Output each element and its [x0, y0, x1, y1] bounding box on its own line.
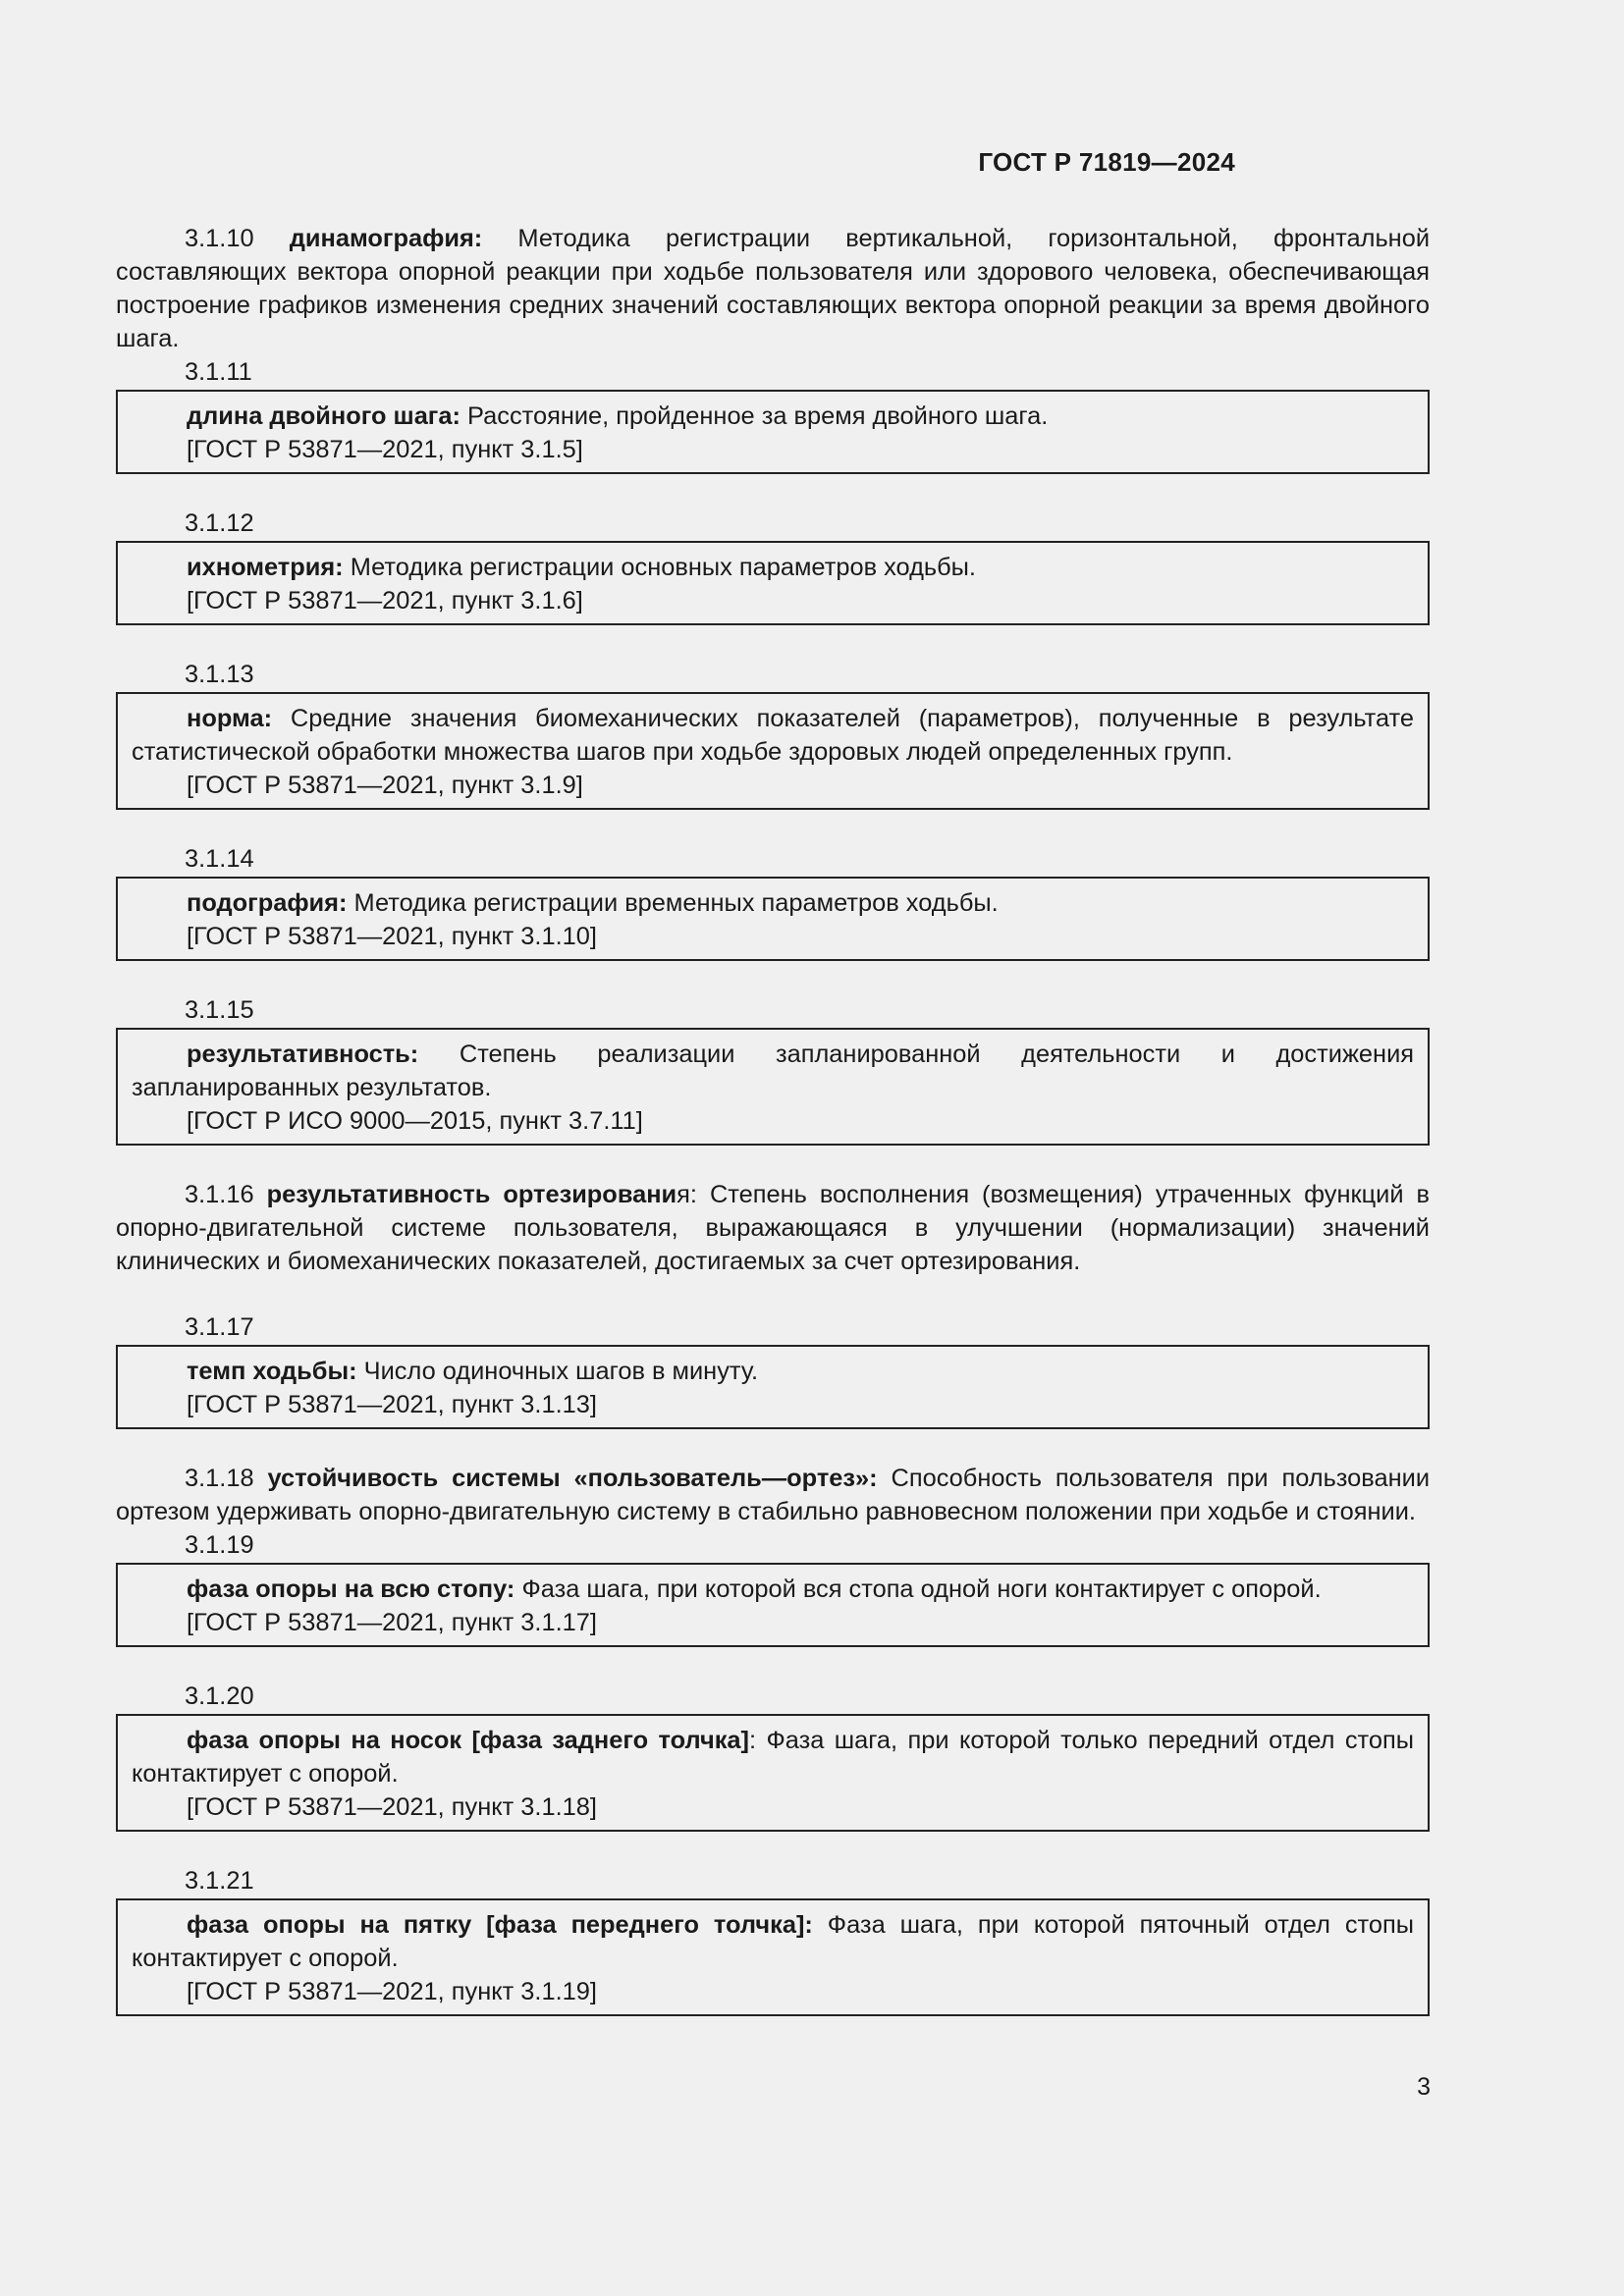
- definition-box-3-1-19: [116, 1563, 1430, 1647]
- definition-source: [ГОСТ Р 53871—2021, пункт 3.1.9]: [187, 772, 583, 799]
- term-name: фаза опоры на всю стопу:: [187, 1575, 515, 1603]
- term-name: норма:: [187, 705, 273, 732]
- term-number-3-1-11: 3.1.11: [185, 358, 252, 386]
- definition-box-3-1-12: [116, 541, 1430, 625]
- term-number-3-1-21: 3.1.21: [185, 1867, 254, 1895]
- definition-text: [132, 400, 1414, 433]
- definition-box-3-1-15: [116, 1028, 1430, 1146]
- term-entry-3-1-18: [116, 1462, 1430, 1528]
- term-name: фаза опоры на пятку [фаза переднего толчка]:: [187, 1911, 813, 1939]
- term-name: результативность:: [187, 1041, 419, 1068]
- definition-source: [ГОСТ Р 53871—2021, пункт 3.1.18]: [187, 1793, 597, 1821]
- term-entry-3-1-16: [116, 1178, 1430, 1278]
- definition-source: [ГОСТ Р 53871—2021, пункт 3.1.17]: [187, 1609, 597, 1636]
- definition-source: [ГОСТ Р 53871—2021, пункт 3.1.6]: [187, 587, 583, 614]
- definition-box-3-1-11: [116, 390, 1430, 474]
- definition-text: [132, 1724, 1414, 1790]
- term-number-3-1-15: 3.1.15: [185, 996, 254, 1024]
- term-number-3-1-20: 3.1.20: [185, 1682, 254, 1710]
- term-number-3-1-17: 3.1.17: [185, 1313, 254, 1341]
- definition-source: [ГОСТ Р 53871—2021, пункт 3.1.19]: [187, 1978, 597, 2005]
- term-definition: Методика регистрации основных параметров ходьбы.: [350, 554, 976, 581]
- definition-box-3-1-17: [116, 1345, 1430, 1429]
- term-name: подография:: [187, 889, 348, 917]
- definition-source: [ГОСТ Р 53871—2021, пункт 3.1.10]: [187, 923, 597, 950]
- definition-box-3-1-13: [116, 692, 1430, 810]
- term-name: фаза опоры на носок [фаза заднего толчка]: [187, 1727, 749, 1754]
- definition-text: [132, 1038, 1414, 1104]
- term-name: темп ходьбы:: [187, 1358, 357, 1385]
- definition-source: [ГОСТ Р ИСО 9000—2015, пункт 3.7.11]: [187, 1107, 643, 1135]
- term-definition: Фаза шага, при которой пяточный отдел стопы контактирует с опорой.: [132, 1911, 1414, 1972]
- definition-text: [132, 551, 1414, 584]
- term-definition: : Фаза шага, при которой только передний отдел стопы контактирует с опорой.: [132, 1727, 1414, 1788]
- term-number-3-1-19: 3.1.19: [185, 1531, 254, 1559]
- term-entry-3-1-10: [116, 222, 1430, 355]
- definition-text: [132, 886, 1414, 920]
- document-header-id: ГОСТ Р 71819—2024: [978, 147, 1235, 177]
- term-number-3-1-13: 3.1.13: [185, 661, 254, 688]
- term-definition: Фаза шага, при которой вся стопа одной ноги контактирует с опорой.: [521, 1575, 1322, 1603]
- definition-text: [132, 702, 1414, 769]
- definition-box-3-1-14: [116, 877, 1430, 961]
- term-number: 3.1.18: [185, 1465, 254, 1492]
- terms-section: [116, 222, 1430, 2016]
- term-name: длина двойного шага:: [187, 402, 460, 430]
- term-name: устойчивость системы «пользователь—ортез»:: [267, 1465, 878, 1492]
- definition-source: [ГОСТ Р 53871—2021, пункт 3.1.5]: [187, 436, 583, 463]
- page-number: 3: [1417, 2073, 1431, 2101]
- term-number-3-1-12: 3.1.12: [185, 509, 254, 537]
- definition-text: [132, 1908, 1414, 1975]
- term-definition: Способность пользователя при пользовании ортезом удерживать опорно-двигательную систему в стабильно равновесном положении при ходьбе и стоянии.: [116, 1465, 1430, 1525]
- definition-text: [132, 1573, 1414, 1606]
- term-definition: Методика регистрации временных параметров ходьбы.: [353, 889, 999, 917]
- term-definition: Степень реализации запланированной деятельности и достижения запланированных результатов.: [132, 1041, 1414, 1101]
- term-name: динамография:: [289, 225, 483, 252]
- term-name-tail: я:: [677, 1181, 697, 1208]
- definition-text: [132, 1355, 1414, 1388]
- term-number: 3.1.16: [185, 1181, 254, 1208]
- definition-box-3-1-20: [116, 1714, 1430, 1832]
- term-name: результативность ортезировани: [266, 1181, 677, 1208]
- term-name: ихнометрия:: [187, 554, 344, 581]
- term-definition: Средние значения биомеханических показателей (параметров), полученные в результате статистической обработки множества шагов при ходьбе здоровых людей определенных групп.: [132, 705, 1414, 766]
- term-definition: Степень восполнения (возмещения) утраченных функций в опорно-двигательной системе пользователя, выражающаяся в улучшении (нормализации) значений клинических и биомеханических показателей, достигаемых за счет ортезирования.: [116, 1181, 1430, 1275]
- term-number-3-1-14: 3.1.14: [185, 845, 254, 873]
- term-definition: Методика регистрации вертикальной, горизонтальной, фронтальной составляющих вектора опорной реакции при ходьбе пользователя или здорового человека, обеспечивающая построение графиков изменения средних значений составляющих вектора опорной реакции за время двойного шага.: [116, 225, 1431, 352]
- term-number: 3.1.10: [185, 225, 254, 252]
- term-definition: Расстояние, пройденное за время двойного шага.: [467, 402, 1049, 430]
- definition-source: [ГОСТ Р 53871—2021, пункт 3.1.13]: [187, 1391, 597, 1418]
- term-definition: Число одиночных шагов в минуту.: [363, 1358, 759, 1385]
- definition-box-3-1-21: [116, 1898, 1430, 2016]
